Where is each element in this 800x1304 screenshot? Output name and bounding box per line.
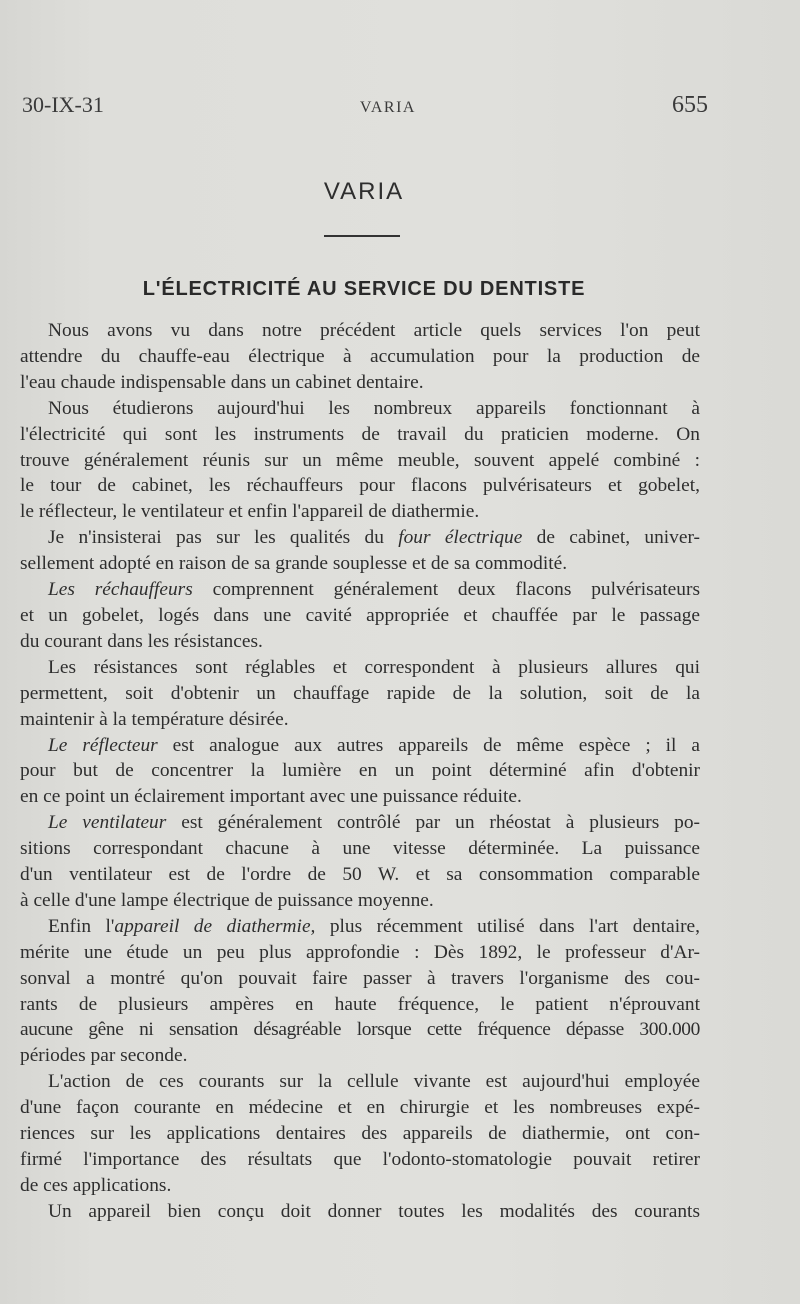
text-line: Un appareil bien conçu doit donner toutes les modalités des courants — [48, 1200, 700, 1222]
text-line: en ce point un éclairement important avec une puissance réduite. — [20, 786, 522, 808]
text-line: de ces applications. — [20, 1174, 172, 1196]
text-line: périodes par seconde. — [20, 1045, 188, 1067]
running-head — [22, 92, 708, 119]
text-run: Je n'insisterai pas sur les qualités du — [48, 527, 399, 549]
text-line: l'eau chaude indispensable dans un cabinet dentaire. — [20, 371, 424, 393]
text-run: est généralement contrôlé par un rhéostat à plusieurs po- — [166, 812, 700, 834]
text-line: sonval a montré qu'on pouvait faire passer à travers l'organisme des cou- — [20, 967, 700, 989]
italic-term: Le réflecteur — [48, 734, 158, 756]
text-line — [20, 810, 700, 836]
text-line: Nous avons vu dans notre précédent article quels services l'on peut — [48, 320, 700, 341]
text-line: le réflecteur, le ventilateur et enfin l'appareil de diathermie. — [20, 501, 480, 523]
text-line — [20, 914, 700, 940]
article-title: L'ÉLECTRICITÉ AU SERVICE DU DENTISTE — [142, 278, 586, 300]
text-line: l'électricité qui sont les instruments de travail du praticien moderne. On — [20, 423, 700, 445]
text-line: le tour de cabinet, les réchauffeurs pour flacons pulvérisateurs et gobelet, — [20, 475, 700, 497]
running-head-section: VARIA — [359, 99, 416, 116]
text-line: d'un ventilateur est de l'ordre de 50 W. et sa consommation comparable — [20, 864, 700, 886]
italic-term: four électrique — [398, 527, 523, 549]
text-line — [20, 733, 700, 759]
text-line: firmé l'importance des résultats que l'odonto-stomatologie pouvait retirer — [20, 1149, 700, 1170]
text-line: maintenir à la température désirée. — [20, 708, 289, 730]
text-line: à celle d'une lampe électrique de puissance moyenne. — [20, 889, 434, 911]
text-line — [20, 577, 700, 603]
page-date: 30-IX-31 — [22, 92, 104, 117]
text-line: d'une façon courante en médecine et en chirurgie et les nombreuses expé- — [20, 1097, 700, 1119]
text-line: du courant dans les résistances. — [20, 630, 263, 652]
text-line: sellement adopté en raison de sa grande souplesse et de sa commodité. — [20, 553, 568, 575]
text-line: riences sur les applications dentaires des appareils de diathermie, ont con- — [20, 1123, 700, 1145]
text-line: rants de plusieurs ampères en haute fréquence, le patient n'éprouvant — [20, 993, 700, 1015]
italic-term: Le ventilateur — [48, 812, 167, 834]
text-line — [20, 525, 700, 551]
text-line: attendre du chauffe-eau électrique à accumulation pour la production de — [20, 345, 700, 367]
text-line: Les résistances sont réglables et correspondent à plusieurs allures qui — [48, 656, 700, 678]
text-line: et un gobelet, logés dans une cavité appropriée et chauffée par le passage — [20, 604, 700, 626]
text-line: permettent, soit d'obtenir un chauffage rapide de la solution, soit de la — [20, 682, 700, 704]
page-number: 655 — [671, 92, 708, 118]
text-run: plus récemment utilisé dans l'art dentaire, — [315, 915, 700, 937]
text-line: Nous étudierons aujourd'hui les nombreux appareils fonctionnant à — [48, 397, 700, 419]
text-line: trouve généralement réunis sur un même meuble, souvent appelé combiné : — [20, 449, 700, 471]
text-line: aucune gêne ni sensation désagréable lorsque cette fréquence dépasse 300.000 — [20, 1019, 700, 1041]
text-line: mérite une étude un peu plus approfondie : Dès 1892, le professeur d'Ar- — [20, 941, 700, 963]
italic-term: appareil de diathermie, — [114, 915, 316, 937]
article-body — [20, 318, 700, 1225]
text-line: L'action de ces courants sur la cellule vivante est aujourd'hui employée — [48, 1071, 700, 1093]
section-title: VARIA — [323, 178, 405, 205]
text-line: sitions correspondant chacune à une vitesse déterminée. La puissance — [20, 838, 700, 860]
text-line: pour but de concentrer la lumière en un point déterminé afin d'obtenir — [20, 760, 700, 782]
text-run: de cabinet, univer- — [522, 527, 700, 549]
italic-term: Les réchauffeurs — [48, 579, 193, 601]
title-rule — [324, 235, 400, 237]
text-run: est analogue aux autres appareils de même espèce ; il a — [157, 734, 700, 756]
text-run: Enfin l' — [48, 915, 115, 937]
text-run: comprennent généralement deux flacons pulvérisateurs — [192, 579, 700, 601]
